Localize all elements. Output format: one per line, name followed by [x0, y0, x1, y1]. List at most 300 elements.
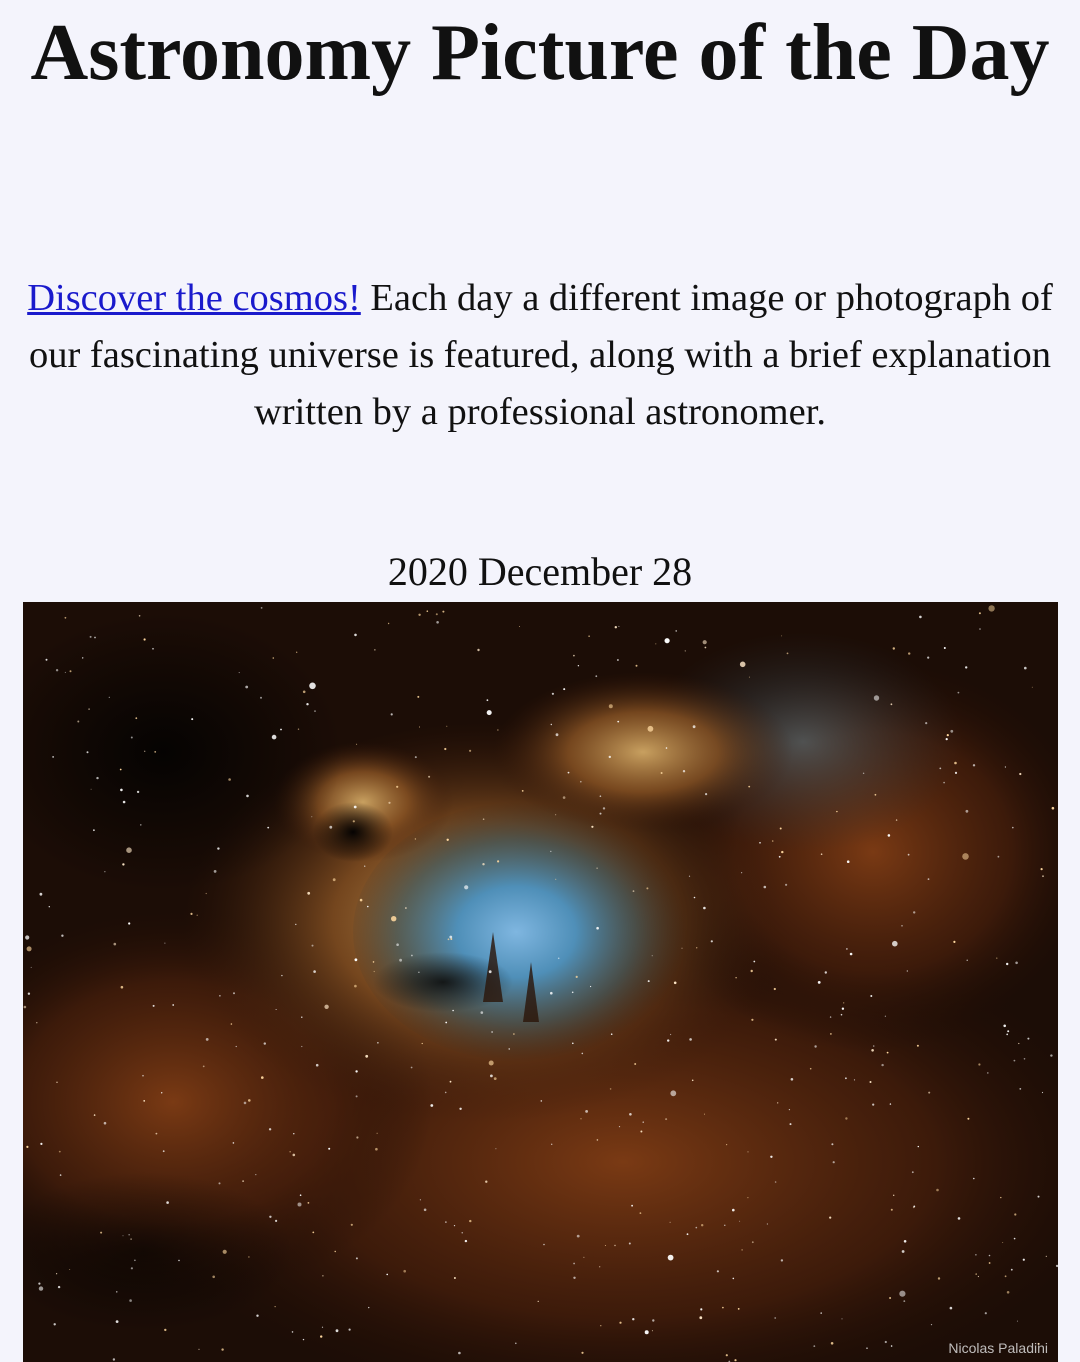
- star: [495, 1148, 496, 1149]
- star: [683, 770, 685, 772]
- star: [652, 1319, 654, 1321]
- star: [946, 738, 948, 740]
- star: [899, 1291, 905, 1297]
- star: [950, 1307, 953, 1310]
- star: [582, 1053, 584, 1055]
- star: [689, 876, 690, 877]
- star: [1011, 1269, 1013, 1271]
- star: [551, 1144, 552, 1145]
- star: [481, 1011, 484, 1014]
- star: [351, 1224, 353, 1226]
- star: [998, 856, 1000, 858]
- star: [411, 1067, 413, 1069]
- star: [28, 993, 30, 995]
- star: [46, 659, 48, 661]
- star: [885, 1016, 886, 1017]
- star: [386, 1274, 388, 1276]
- star: [191, 718, 193, 720]
- star: [841, 1014, 843, 1016]
- star: [913, 1206, 915, 1208]
- star: [777, 1102, 778, 1103]
- star: [36, 1022, 37, 1023]
- star: [462, 1232, 463, 1233]
- star: [1017, 1321, 1018, 1322]
- star: [469, 750, 471, 752]
- star: [448, 938, 450, 940]
- star: [696, 947, 697, 948]
- star: [600, 813, 602, 815]
- star: [40, 1143, 42, 1145]
- star: [1015, 962, 1018, 965]
- star: [903, 1300, 905, 1302]
- star: [668, 1255, 674, 1261]
- star: [303, 691, 306, 694]
- star: [128, 922, 130, 924]
- star: [454, 1225, 455, 1226]
- star: [446, 726, 447, 727]
- star: [489, 970, 492, 973]
- star: [116, 1291, 117, 1292]
- star: [25, 935, 29, 939]
- star: [581, 1352, 583, 1354]
- star: [919, 616, 922, 619]
- star: [538, 1301, 539, 1302]
- star: [388, 623, 389, 624]
- star: [734, 1359, 736, 1361]
- star: [790, 1123, 792, 1125]
- star: [870, 995, 872, 997]
- star: [324, 1005, 328, 1009]
- star: [552, 693, 554, 695]
- star: [931, 1324, 932, 1325]
- star: [633, 890, 635, 892]
- star: [645, 1330, 649, 1334]
- star: [377, 1133, 378, 1134]
- star: [223, 1250, 227, 1254]
- star: [261, 607, 263, 609]
- star: [54, 1323, 56, 1325]
- star: [825, 971, 827, 973]
- star: [829, 1217, 831, 1219]
- star: [77, 721, 79, 723]
- star: [519, 626, 520, 627]
- star: [497, 860, 499, 862]
- star: [60, 1174, 62, 1176]
- star: [522, 790, 524, 792]
- star: [1000, 1197, 1001, 1198]
- star: [58, 1286, 60, 1288]
- star: [276, 1009, 277, 1010]
- star: [96, 777, 98, 779]
- star: [272, 735, 277, 740]
- star: [233, 992, 235, 994]
- star: [166, 1201, 169, 1204]
- star: [403, 1270, 406, 1273]
- star: [203, 1066, 205, 1068]
- star: [445, 1092, 447, 1094]
- star: [422, 1043, 423, 1044]
- star: [634, 1063, 636, 1065]
- star: [648, 980, 650, 982]
- star: [791, 1078, 794, 1081]
- star: [273, 657, 275, 659]
- star: [967, 1118, 969, 1120]
- star: [665, 1118, 667, 1120]
- star: [893, 647, 895, 649]
- star: [573, 1263, 575, 1265]
- star: [415, 756, 417, 758]
- star: [619, 1126, 620, 1127]
- star: [870, 1081, 872, 1083]
- star: [233, 1142, 235, 1144]
- star: [927, 657, 929, 659]
- star: [681, 948, 682, 949]
- star: [568, 772, 570, 774]
- star: [1046, 1256, 1047, 1257]
- star: [152, 648, 154, 650]
- star: [953, 941, 955, 943]
- star: [130, 1238, 132, 1240]
- star: [487, 710, 492, 715]
- star: [206, 1038, 209, 1041]
- star: [375, 1148, 378, 1151]
- astronomy-picture[interactable]: [23, 602, 1058, 1362]
- star: [306, 703, 308, 705]
- star: [219, 995, 221, 997]
- star: [936, 1189, 939, 1192]
- star: [842, 1318, 843, 1319]
- star: [303, 1339, 304, 1340]
- star: [161, 1092, 162, 1093]
- star: [442, 611, 444, 613]
- star: [978, 1063, 980, 1065]
- star: [1006, 1034, 1008, 1036]
- star: [415, 838, 416, 839]
- star: [420, 1199, 421, 1200]
- star: [300, 1194, 302, 1196]
- star: [40, 893, 43, 896]
- star: [142, 1075, 144, 1077]
- star: [469, 1220, 471, 1222]
- star: [1019, 773, 1021, 775]
- star: [65, 672, 66, 673]
- star: [996, 958, 997, 959]
- star: [69, 1269, 70, 1270]
- star: [891, 1345, 893, 1347]
- star: [172, 1004, 174, 1006]
- star: [116, 1320, 119, 1323]
- star: [137, 791, 139, 793]
- star: [354, 634, 357, 637]
- star: [770, 1156, 772, 1158]
- star: [355, 958, 358, 961]
- star: [458, 1352, 461, 1355]
- star: [563, 688, 565, 690]
- star: [430, 1104, 433, 1107]
- star: [1032, 687, 1033, 688]
- star: [316, 1064, 319, 1067]
- star: [845, 1077, 847, 1079]
- star: [885, 1341, 887, 1343]
- star: [600, 1325, 601, 1326]
- star: [752, 1241, 754, 1243]
- star: [704, 1114, 705, 1115]
- star: [636, 665, 638, 667]
- star: [140, 824, 141, 825]
- star: [1052, 807, 1055, 810]
- star: [418, 614, 420, 616]
- star: [888, 834, 891, 837]
- star: [973, 764, 975, 766]
- image-credit: Nicolas Paladini: [948, 1340, 1048, 1356]
- star: [580, 781, 582, 783]
- star: [399, 959, 402, 962]
- star: [830, 1016, 831, 1017]
- star: [555, 814, 556, 815]
- star: [109, 697, 110, 698]
- star: [246, 795, 249, 798]
- star: [1019, 1088, 1021, 1090]
- star: [449, 936, 452, 939]
- star: [813, 1345, 815, 1347]
- star: [1027, 1038, 1029, 1040]
- star: [573, 1277, 575, 1279]
- star: [494, 1077, 497, 1080]
- star: [904, 1240, 907, 1243]
- star: [452, 1010, 454, 1012]
- star: [368, 1307, 369, 1308]
- star: [908, 854, 910, 856]
- star: [91, 789, 92, 790]
- star: [675, 630, 677, 632]
- star: [356, 1136, 358, 1138]
- star: [925, 722, 927, 724]
- star: [1024, 667, 1027, 670]
- star: [753, 961, 755, 963]
- star: [700, 1308, 702, 1310]
- star: [131, 737, 133, 739]
- star: [854, 1079, 855, 1080]
- star: [694, 897, 696, 899]
- star: [336, 1329, 339, 1332]
- star: [322, 1275, 324, 1277]
- star: [962, 853, 969, 860]
- star: [206, 893, 207, 894]
- star: [759, 842, 761, 844]
- star: [308, 1202, 310, 1204]
- star: [355, 1070, 357, 1072]
- star: [120, 789, 123, 792]
- star: [144, 751, 145, 752]
- star: [583, 1257, 584, 1258]
- star: [320, 1335, 322, 1337]
- star: [93, 829, 95, 831]
- star: [787, 653, 789, 655]
- star: [1014, 1213, 1016, 1215]
- star: [722, 1307, 724, 1309]
- star: [329, 826, 332, 829]
- star: [699, 1316, 702, 1319]
- star: [955, 772, 957, 774]
- star: [419, 727, 420, 728]
- star: [298, 729, 299, 730]
- star: [39, 1286, 43, 1290]
- star: [293, 1133, 294, 1134]
- star: [896, 819, 897, 820]
- star: [764, 886, 767, 889]
- star: [655, 643, 656, 644]
- star: [661, 772, 663, 774]
- star: [248, 1099, 251, 1102]
- star: [774, 1317, 776, 1319]
- star: [139, 615, 141, 617]
- star: [873, 1045, 875, 1047]
- star: [356, 1257, 358, 1259]
- star: [889, 1297, 891, 1299]
- star: [842, 1008, 844, 1010]
- star: [747, 1197, 748, 1198]
- star: [444, 748, 446, 750]
- intro-text: Each day a different image or photograph of our fascinating universe is featured, along with a brief explanation written by a professional astronomer.: [28, 277, 1053, 433]
- star: [595, 675, 597, 677]
- star: [482, 863, 484, 865]
- star: [814, 1045, 816, 1047]
- star: [56, 669, 58, 671]
- star: [572, 1043, 574, 1045]
- star: [1042, 1092, 1043, 1093]
- star: [781, 851, 783, 853]
- star: [309, 683, 316, 690]
- star: [242, 1180, 244, 1182]
- star: [292, 1331, 294, 1333]
- star: [129, 1234, 130, 1235]
- star: [1014, 1238, 1016, 1240]
- star: [578, 665, 579, 666]
- star: [163, 1150, 165, 1152]
- star: [551, 724, 552, 725]
- star: [27, 946, 32, 951]
- star: [629, 1243, 631, 1245]
- star: [850, 953, 853, 956]
- star: [485, 1181, 487, 1183]
- star: [726, 1144, 727, 1145]
- star: [94, 637, 96, 639]
- star: [450, 1081, 452, 1083]
- star: [724, 1225, 725, 1226]
- star: [775, 1181, 777, 1183]
- star: [56, 1273, 57, 1274]
- star: [1024, 1058, 1026, 1060]
- star: [164, 943, 165, 944]
- star: [374, 649, 375, 650]
- star: [875, 794, 877, 796]
- star: [978, 1276, 979, 1277]
- star: [685, 650, 686, 651]
- star: [631, 1205, 633, 1207]
- star: [670, 1222, 671, 1223]
- star: [775, 1039, 777, 1041]
- star: [866, 1348, 867, 1349]
- star: [573, 655, 575, 657]
- star: [975, 1273, 977, 1275]
- picture-date: 2020 December 28: [387, 549, 693, 594]
- star: [751, 970, 753, 972]
- star: [275, 1306, 276, 1307]
- star: [892, 941, 898, 947]
- star: [424, 1209, 427, 1212]
- star: [640, 1212, 642, 1214]
- star: [836, 811, 837, 812]
- star: [328, 1148, 330, 1150]
- star: [231, 1023, 233, 1025]
- star: [652, 955, 653, 956]
- star: [830, 1033, 832, 1035]
- star: [1002, 1242, 1003, 1243]
- star: [741, 1249, 742, 1250]
- star: [689, 1038, 692, 1041]
- star: [928, 878, 930, 880]
- star: [61, 935, 63, 937]
- star: [236, 1046, 237, 1047]
- star: [312, 945, 314, 947]
- star: [558, 958, 560, 960]
- star: [217, 847, 219, 849]
- star: [928, 1092, 930, 1094]
- star: [979, 612, 981, 614]
- star: [619, 1322, 621, 1324]
- star: [670, 1034, 671, 1035]
- star: [269, 1216, 271, 1218]
- star: [26, 1146, 28, 1148]
- star: [1038, 1196, 1040, 1198]
- star: [418, 972, 419, 973]
- star: [785, 884, 787, 886]
- star: [958, 1217, 961, 1220]
- star: [576, 976, 578, 978]
- star: [985, 1312, 987, 1314]
- star: [652, 1330, 653, 1331]
- star: [464, 885, 468, 889]
- star: [585, 1110, 588, 1113]
- star: [550, 992, 553, 995]
- star: [275, 1220, 277, 1222]
- star: [614, 1245, 615, 1246]
- star: [490, 1075, 493, 1078]
- star: [405, 907, 407, 909]
- star: [228, 778, 231, 781]
- star: [120, 769, 122, 771]
- star: [967, 960, 968, 961]
- star: [212, 1276, 215, 1279]
- star: [751, 1019, 753, 1021]
- star: [907, 970, 908, 971]
- star: [741, 872, 742, 873]
- star: [733, 1278, 735, 1280]
- star: [596, 927, 599, 930]
- star: [59, 1151, 61, 1153]
- star: [789, 1109, 790, 1110]
- star: [556, 733, 559, 736]
- star: [445, 1022, 447, 1024]
- star: [301, 1017, 302, 1018]
- star: [280, 729, 282, 731]
- star: [989, 1262, 991, 1264]
- discover-cosmos-link[interactable]: Discover the cosmos!: [27, 277, 361, 319]
- star: [563, 796, 566, 799]
- star: [52, 756, 54, 758]
- star: [810, 1068, 812, 1070]
- star: [515, 1343, 517, 1345]
